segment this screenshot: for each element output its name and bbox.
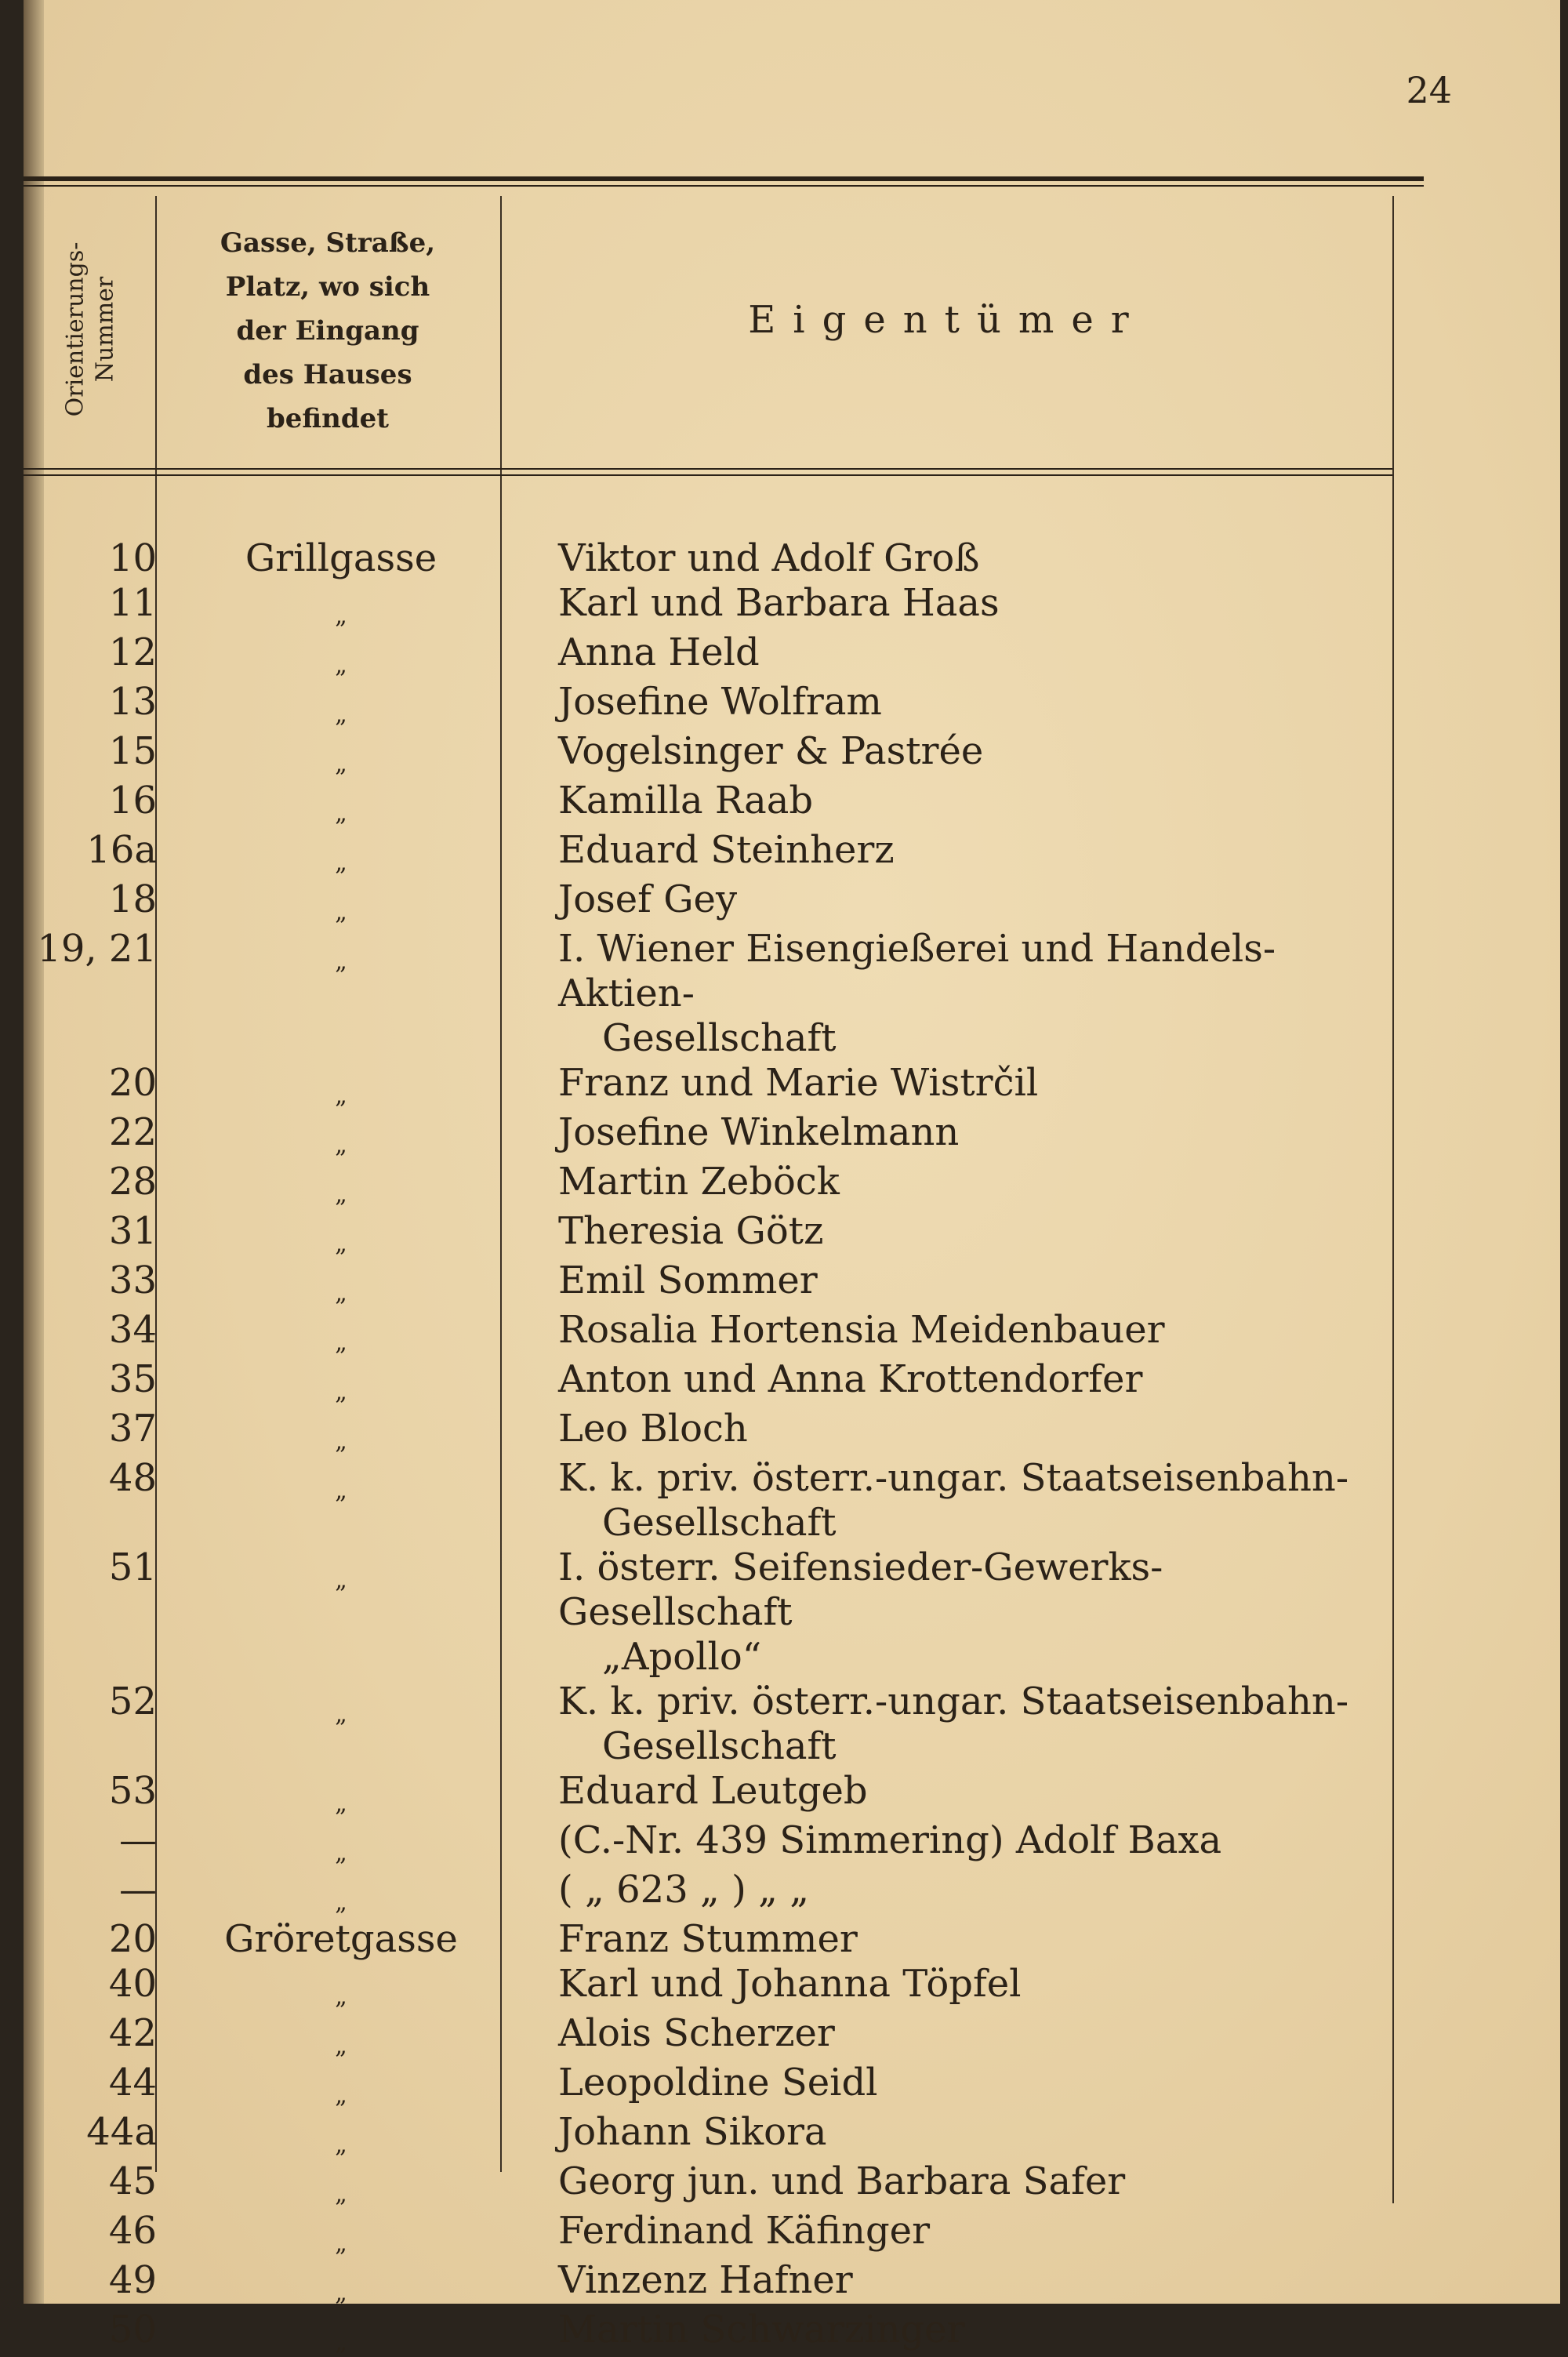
owner-continuation: Gesellschaft [602,1016,837,1060]
owner-name [525,536,1388,581]
house-number: 46 [108,2209,157,2253]
table-row [24,2011,1403,2061]
street-name [157,2061,525,2110]
house-number: 52 [108,1680,157,1723]
street-name-text: „ [335,1701,347,1728]
table-row [24,1160,1403,1209]
owner-line: Emil Sommer [558,1258,818,1302]
header-number-line: Orientierungs- [61,242,89,417]
owner-name [525,2110,1388,2159]
table-row [24,2061,1403,2110]
owner-name [525,2159,1388,2209]
street-name [157,2011,525,2061]
street-name [157,828,525,877]
house-number: 42 [108,2011,157,2055]
owner-line: (C.-Nr. 439 Simmering) Adolf Baxa [558,1818,1222,1862]
owner-name [525,1209,1388,1258]
house-number: 49 [108,2258,157,2302]
house-number: 31 [108,1209,157,1253]
house-number: 48 [108,1456,157,1500]
owner-line: I. Wiener Eisengießerei und Handels-Aktien- [558,927,1276,1015]
header-street-line: Platz, wo sich [225,271,430,303]
house-number: 51 [108,1545,157,1589]
owner-line: Josef Gey [558,877,738,921]
header-number-line: Nummer [91,276,119,383]
street-name-text: „ [335,948,347,975]
owner-name [525,630,1388,680]
owner-continuation: Gesellschaft [602,1724,837,1768]
header-rule-thin [24,474,1392,476]
owner-name [525,1258,1388,1308]
owner-continuation: „Apollo“ [602,1635,762,1679]
table-row [24,927,1403,1061]
street-name [157,1357,525,1407]
street-name [157,1209,525,1258]
owner-name [525,729,1388,779]
owner-line: Anton und Anna Krottendorfer [558,1357,1143,1401]
house-number: — [119,1868,157,1912]
owner-line: Eduard Leutgeb [558,1769,868,1813]
owner-name [525,1818,1388,1868]
table-row [24,1818,1403,1868]
owner-line: Johann Sikora [558,2110,827,2154]
table-row [24,1209,1403,1258]
house-number: 40 [108,1962,157,2006]
owner-line: Leo Bloch [558,1407,748,1451]
owner-table [24,536,1403,2357]
owner-line: Vinzenz Hafner [558,2258,853,2302]
street-name [157,927,525,1061]
street-name-text: „ [335,800,347,827]
owner-line: Theresia Götz [558,1209,824,1253]
table-row [24,2110,1403,2159]
table-row [24,779,1403,828]
table-row [24,630,1403,680]
owner-name [525,2061,1388,2110]
header-street-line: der Eingang [236,315,419,347]
street-name [157,1456,525,1545]
house-number: 13 [108,680,157,724]
street-name [157,2308,525,2357]
owner-name [525,1061,1388,1110]
street-name [157,2258,525,2308]
house-number: 12 [108,630,157,674]
house-number: 53 [108,1769,157,1813]
owner-name [525,1407,1388,1456]
street-name [157,1160,525,1209]
owner-name [525,1456,1388,1545]
house-number: 15 [108,729,157,773]
owner-line: Martin Schwarzinger [558,2308,965,2352]
table-row [24,1917,1403,1962]
street-name [157,2209,525,2258]
street-name [157,1258,525,1308]
owner-line: Kamilla Raab [558,779,814,823]
street-name [157,2110,525,2159]
owner-line: ( „ 623 „ ) „ „ [558,1868,810,1912]
table-row [24,536,1403,581]
street-name-text: Grillgasse [245,536,437,580]
street-name [157,1407,525,1456]
street-name-text: „ [335,1230,347,1258]
header-rule [24,468,1392,470]
street-name-text: „ [335,2032,347,2060]
header-owner: Eigentümer [748,298,1146,342]
street-name-text: „ [335,899,347,926]
header-street-line: Gasse, Straße, [220,227,436,259]
owner-line: I. österr. Seifensieder-Gewerks-Gesellschaft [558,1545,1163,1634]
street-name-text: „ [335,1082,347,1109]
street-name-text: „ [335,652,347,679]
street-name-text: „ [335,701,347,728]
street-name-text: „ [335,1983,347,2010]
table-row [24,1868,1403,1917]
street-name [157,536,525,581]
house-number: 22 [108,1110,157,1154]
street-name-text: „ [335,602,347,630]
owner-name [525,1868,1388,1917]
street-name [157,1769,525,1818]
street-name-text: „ [335,849,347,877]
table-row [24,1258,1403,1308]
street-name-text: „ [335,2181,347,2208]
top-rule [24,176,1424,181]
table-row [24,2308,1403,2357]
house-number: 19, 21 [37,927,157,971]
street-name [157,1818,525,1868]
table-row [24,1680,1403,1769]
street-name [157,630,525,680]
header-street-line: befindet [267,403,389,434]
owner-line: Eduard Steinherz [558,828,895,872]
owner-line: Martin Zeböck [558,1160,840,1204]
house-number: 16 [108,779,157,823]
house-number: 50 [108,2308,157,2352]
owner-line: Alois Scherzer [558,2011,835,2055]
table-row [24,2258,1403,2308]
header-street-line: des Hauses [243,359,412,390]
table-row [24,680,1403,729]
table-row [24,1110,1403,1160]
street-name [157,1868,525,1917]
house-number: 33 [108,1258,157,1302]
street-name [157,1110,525,1160]
house-number: 44a [86,2110,157,2154]
street-name [157,2159,525,2209]
street-name-text: „ [335,1889,347,1916]
top-rule-thin [24,185,1424,187]
street-name [157,1061,525,1110]
house-number: — [119,1818,157,1862]
owner-name [525,828,1388,877]
owner-line: Josefine Wolfram [558,680,882,724]
owner-name [525,779,1388,828]
street-name-text: „ [335,1378,347,1406]
street-name-text: „ [335,1329,347,1356]
owner-name [525,877,1388,927]
street-name-text: „ [335,1839,347,1867]
house-number: 35 [108,1357,157,1401]
owner-name [525,1160,1388,1209]
owner-name [525,2209,1388,2258]
street-name [157,779,525,828]
street-name-text: Gröretgasse [224,1917,458,1961]
street-name [157,729,525,779]
owner-name [525,1308,1388,1357]
owner-name [525,1357,1388,1407]
street-name [157,680,525,729]
owner-line: Rosalia Hortensia Meidenbauer [558,1308,1165,1352]
street-name-text: „ [335,1280,347,1307]
street-name-text: „ [335,2329,347,2356]
table-row [24,1456,1403,1545]
table-row [24,1407,1403,1456]
owner-name [525,581,1388,630]
table-row [24,1061,1403,1110]
table-row [24,1769,1403,1818]
owner-name [525,1962,1388,2011]
owner-line: Anna Held [558,630,760,674]
table-row [24,877,1403,927]
owner-line: Josefine Winkelmann [558,1110,960,1154]
owner-name [525,1680,1388,1769]
owner-name [525,2258,1388,2308]
header-street [155,221,500,441]
house-number: 37 [108,1407,157,1451]
owner-name [525,2011,1388,2061]
table-row [24,828,1403,877]
owner-line: Franz Stummer [558,1917,858,1961]
table-row [24,1308,1403,1357]
street-name-text: „ [335,1428,347,1455]
owner-line: Vogelsinger & Pastrée [558,729,984,773]
street-name [157,1917,525,1962]
house-number: 20 [108,1061,157,1105]
street-name [157,877,525,927]
table-row [24,729,1403,779]
street-name-text: „ [335,1790,347,1818]
house-number: 16a [86,828,157,872]
street-name-text: „ [335,1181,347,1208]
document-page [24,0,1560,2356]
house-number: 11 [108,581,157,625]
owner-line: Ferdinand Käfinger [558,2209,931,2253]
street-name [157,581,525,630]
owner-name [525,1110,1388,1160]
house-number: 18 [108,877,157,921]
street-name-text: „ [335,750,347,778]
owner-name [525,1545,1388,1680]
owner-line: Karl und Barbara Haas [558,581,1000,625]
house-number: 20 [108,1917,157,1961]
street-name-text: „ [335,2082,347,2109]
table-row [24,1545,1403,1680]
table-row [24,1962,1403,2011]
street-name-text: „ [335,1131,347,1159]
street-name-text: „ [335,2230,347,2257]
owner-continuation: Gesellschaft [602,1501,837,1545]
page-number: 24 [1406,69,1452,111]
owner-line: Karl und Johanna Töpfel [558,1962,1022,2006]
street-name [157,1545,525,1680]
owner-name [525,927,1388,1061]
street-name [157,1680,525,1769]
table-row [24,2159,1403,2209]
street-name-text: „ [335,1477,347,1505]
house-number: 10 [108,536,157,580]
owner-line: Viktor und Adolf Groß [558,536,980,580]
house-number: 34 [108,1308,157,1352]
street-name-text: „ [335,2279,347,2307]
house-number: 45 [108,2159,157,2203]
house-number: 28 [108,1160,157,1204]
house-number: 44 [108,2061,157,2105]
owner-name [525,680,1388,729]
owner-line: K. k. priv. österr.-ungar. Staatseisenbahn- [558,1456,1349,1500]
table-row [24,2209,1403,2258]
owner-name [525,1917,1388,1962]
street-name [157,1308,525,1357]
owner-line: Franz und Marie Wistrčil [558,1061,1039,1105]
table-row [24,1357,1403,1407]
header-orientation-number [24,212,157,447]
street-name-text: „ [335,1567,347,1594]
table-row [24,581,1403,630]
owner-line: Georg jun. und Barbara Safer [558,2159,1126,2203]
owner-name [525,2308,1388,2357]
owner-line: K. k. priv. österr.-ungar. Staatseisenbahn- [558,1680,1349,1723]
street-name [157,1962,525,2011]
street-name-text: „ [335,2131,347,2159]
owner-line: Leopoldine Seidl [558,2061,878,2105]
owner-name [525,1769,1388,1818]
